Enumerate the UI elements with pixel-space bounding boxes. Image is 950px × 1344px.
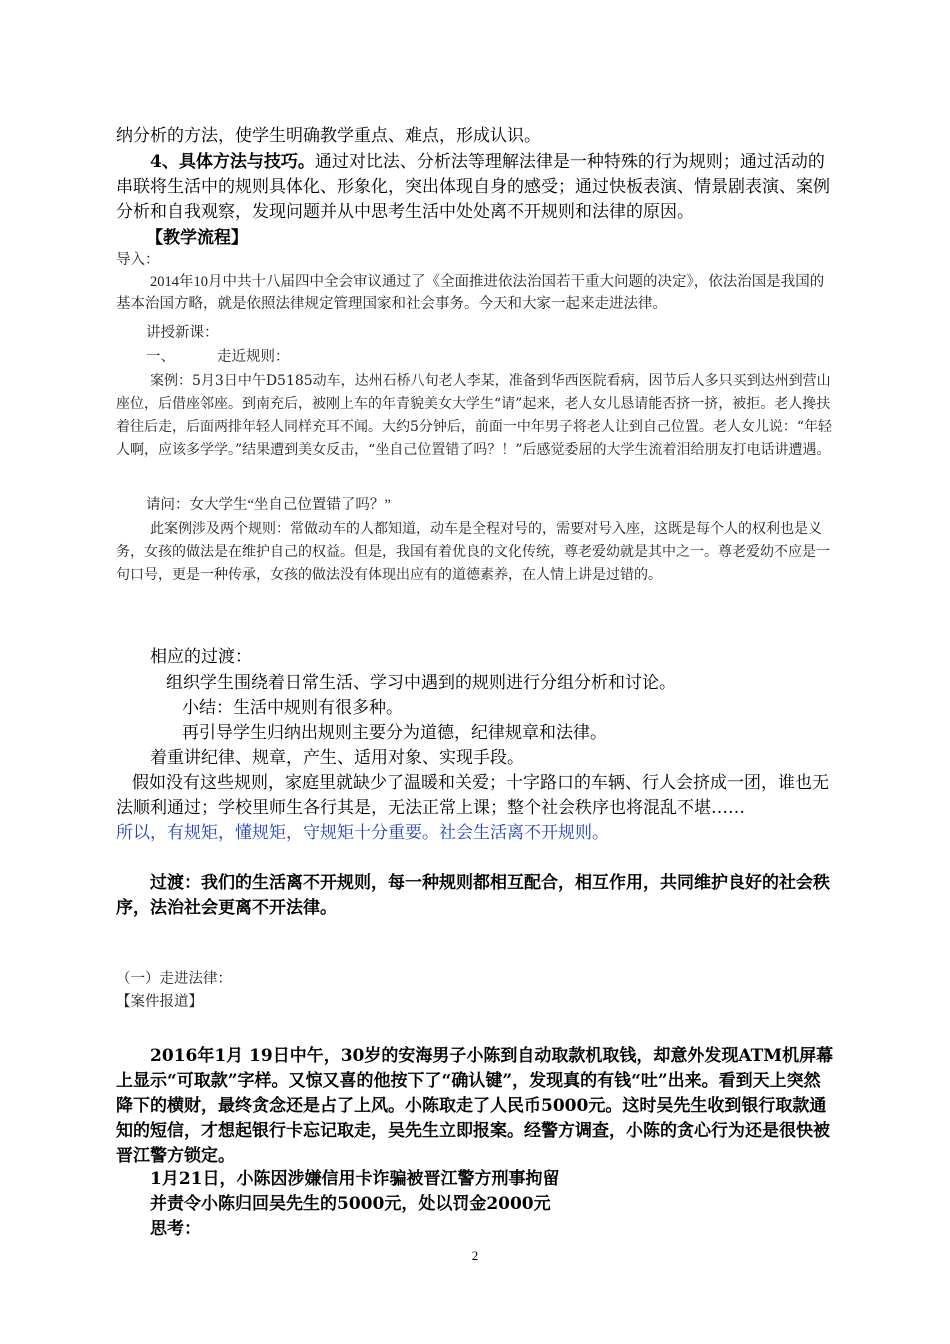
paragraph-specific-methods <box>116 150 836 225</box>
organize-line: 组织学生围绕着日常生活、学习中遇到的规则进行分组分析和讨论。 <box>166 673 676 693</box>
methods-heading: 4、具体方法与技巧。 <box>150 152 315 172</box>
question-line: 请问：女大学生“坐自己位置错了吗？” <box>146 497 391 513</box>
section-one-title: 走近规则： <box>217 349 290 365</box>
think-line: 思考： <box>150 1219 201 1239</box>
analysis-paragraph: 此案例涉及两个规则：常做动车的人都知道，动车是全程对号的，需要对号入座，这既是每个人的权利也是义务，女孩的做法是在维护自己的权益。但是，我国有着优良的文化传统，尊老爱幼就是其中之一。尊老爱幼不应是一句口号，更是一种传承，女孩的做法没有体现出应有的道德素养，在人情上讲是过错的。 <box>116 521 830 583</box>
therefore-line: 所以，有规矩，懂规矩，守规矩十分重要。社会生活离不开规则。 <box>116 823 609 843</box>
page-number: 2 <box>471 1248 479 1263</box>
guide-line: 再引导学生归纳出规则主要分为道德，纪律规章和法律。 <box>182 723 607 743</box>
intro-text: 2014年10月中共十八届四中全会审议通过了《全面推进依法治国若干重大问题的决定》，依法治国是我国的基本治国方略，就是依照法律规定管理国家和社会事务。今天和大家一起来走进法律。 <box>116 274 825 312</box>
paragraph-method-intro: 纳分析的方法，使学生明确教学重点、难点，形成认识。 <box>116 126 541 146</box>
summary-line: 小结：生活中规则有很多种。 <box>182 698 403 718</box>
jan21-line: 1月21日，小陈因涉嫌信用卡诈骗被晋江警方刑事拘留 <box>150 1169 560 1189</box>
order-line: 并责令小陈归回吴先生的5000元，处以罚金2000元 <box>150 1194 551 1214</box>
case-report-heading: 【案件报道】 <box>116 994 203 1010</box>
focus-line: 着重讲纪律、规章，产生、适用对象、实现手段。 <box>150 748 524 768</box>
suppose-paragraph: 假如没有这些规则，家庭里就缺少了温暖和关爱；十字路口的车辆、行人会挤成一团，谁也无法顺利通过；学校里师生各行其是，无法正常上课；整个社会秩序也将混乱不堪…… <box>116 773 829 818</box>
transition-label: 相应的过渡： <box>150 647 252 667</box>
case-paragraph: 案例：5月3日中午D5185动车，达州石桥八旬老人李某，准备到华西医院看病，因节后人多只买到达州到营山座位，后借座邻座。到南充后，被刚上车的年青貌美女大学生“请”起来，老人女儿恳请能否挤一挤，被拒。老人搀扶着往后走，后面两排年轻人同样充耳不闻。大约5分钟后，前面一中年男子将老人让到自己位置。老人女儿说：“年轻人啊，应该多学学。”结果遭到美女反击，“坐自己位置错了吗？！”后感觉委屈的大学生流着泪给朋友打电话讲遭遇。 <box>116 373 833 458</box>
teaching-flow-title: 【教学流程】 <box>146 228 248 248</box>
new-lesson-label: 讲授新课： <box>146 325 219 341</box>
section-two-heading: （一）走进法律： <box>116 971 232 987</box>
intro-label: 导入： <box>116 252 160 268</box>
section-one-number: 一、 <box>146 349 175 365</box>
section-one-heading <box>146 346 866 368</box>
news-paragraph: 2016年1月 19日中午，30岁的安海男子小陈到自动取款机取钱，却意外发现ATM机屏幕上显示“可取款”字样。又惊又喜的他按下了“确认键”，发现真的有钱“吐”出来。看到天上突然降下的横财，最终贪念还是占了上风。小陈取走了人民币5000元。这时吴先生收到银行取款通知的短信，才想起银行卡忘记取走，吴先生立即报案。经警方调查，小陈的贪心行为还是很快被晋江警方锁定。 <box>116 1046 834 1166</box>
methods-body: 通过对比法、分析法等理解法律是一种特殊的行为规则；通过活动的串联将生活中的规则具体化、形象化，突出体现自身的感受；通过快板表演、情景剧表演、案例分析和自我观察，发现问题并从中思考生活中处处离不开规则和法律的原因。 <box>116 152 830 222</box>
transition-paragraph: 过渡：我们的生活离不开规则，每一种规则都相互配合，相互作用，共同维护良好的社会秩序，法治社会更离不开法律。 <box>116 873 830 918</box>
